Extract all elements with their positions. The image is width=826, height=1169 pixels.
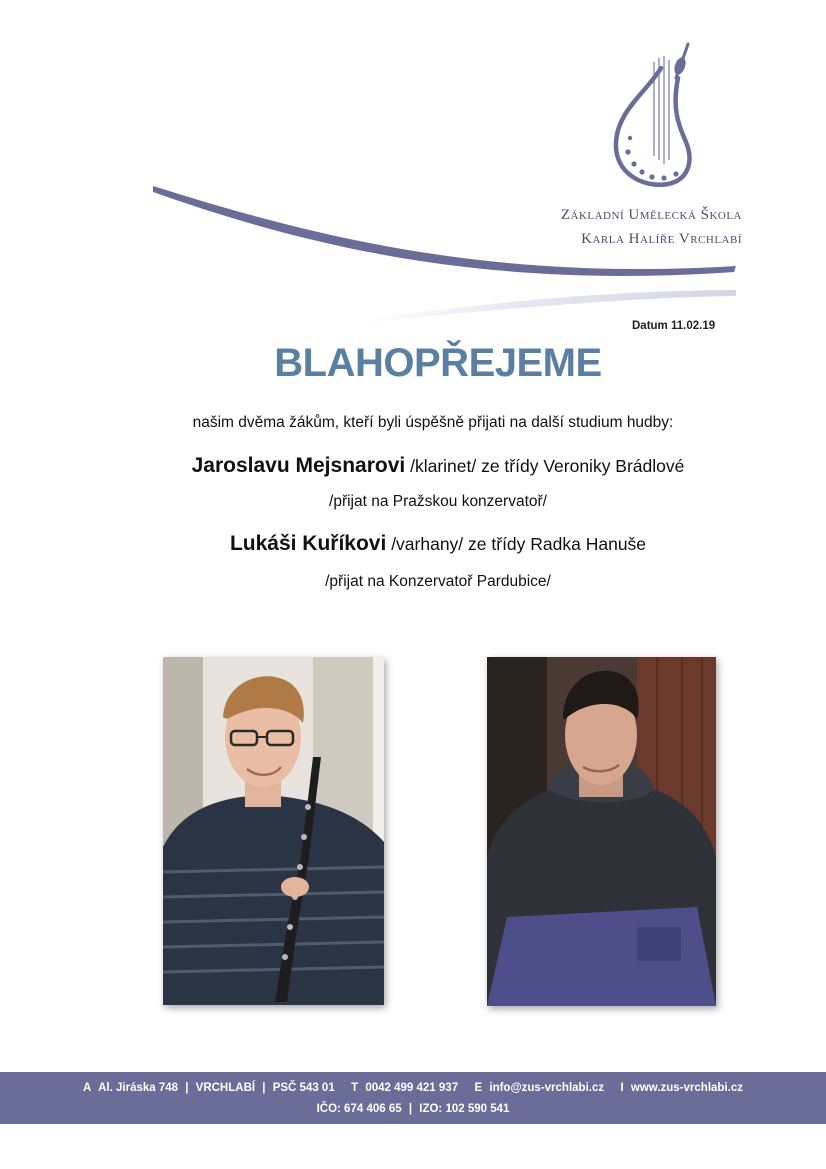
footer-separator: | xyxy=(408,1103,413,1115)
izo-label: IZO xyxy=(419,1103,439,1115)
email-label: E xyxy=(474,1082,483,1094)
student-admission: /přijat na Pražskou konzervatoř/ xyxy=(329,493,547,510)
footer-ico: : 674 406 65 xyxy=(337,1103,402,1115)
footer-line1 xyxy=(0,1078,826,1099)
footer-line2 xyxy=(0,1099,826,1120)
footer-phone: 0042 499 421 937 xyxy=(365,1082,459,1094)
student-details: /klarinet/ ze třídy Veroniky Brádlové xyxy=(405,456,685,476)
footer-separator: | xyxy=(185,1082,189,1094)
header-swoosh xyxy=(0,0,826,330)
address-label: A xyxy=(83,1082,92,1094)
footer-psc: PSČ 543 01 xyxy=(272,1082,335,1094)
student-line xyxy=(0,454,826,478)
ico-label: IČO xyxy=(316,1103,338,1115)
intro-text: našim dvěma žákům, kteří byli úspěšně přijati na další studium hudby: xyxy=(192,414,674,431)
phone-label: T xyxy=(351,1082,359,1094)
student-details: /varhany/ ze třídy Radka Hanuše xyxy=(386,534,647,554)
school-name-line2: Karla Halíře Vrchlabí xyxy=(581,231,742,247)
school-name xyxy=(561,203,742,251)
footer-address: Al. Jiráska 748 xyxy=(98,1082,179,1094)
school-name-line1: Základní Umělecká Škola xyxy=(560,207,742,223)
document-date: Datum 11.02.19 xyxy=(632,320,716,332)
web-label: I xyxy=(620,1082,624,1094)
student-line xyxy=(0,532,826,556)
footer-city: VRCHLABÍ xyxy=(195,1082,256,1094)
footer-izo: : 102 590 541 xyxy=(438,1103,510,1115)
footer-separator: | xyxy=(262,1082,266,1094)
student-name: Lukáši Kuříkovi xyxy=(229,532,387,555)
student-admission: /přijat na Konzervatoř Pardubice/ xyxy=(325,573,551,590)
student-photo-jacket xyxy=(487,657,716,1006)
headline: BLAHOPŘEJEME xyxy=(274,341,602,385)
student-photo-clarinet xyxy=(163,657,384,1005)
footer-contact-bar xyxy=(0,1072,826,1124)
footer-web-link[interactable]: www.zus-vrchlabi.cz xyxy=(630,1082,743,1094)
lyre-logo-icon xyxy=(606,38,696,194)
footer-email-link[interactable]: info@zus-vrchlabi.cz xyxy=(489,1082,605,1094)
student-name: Jaroslavu Mejsnarovi xyxy=(191,454,406,477)
